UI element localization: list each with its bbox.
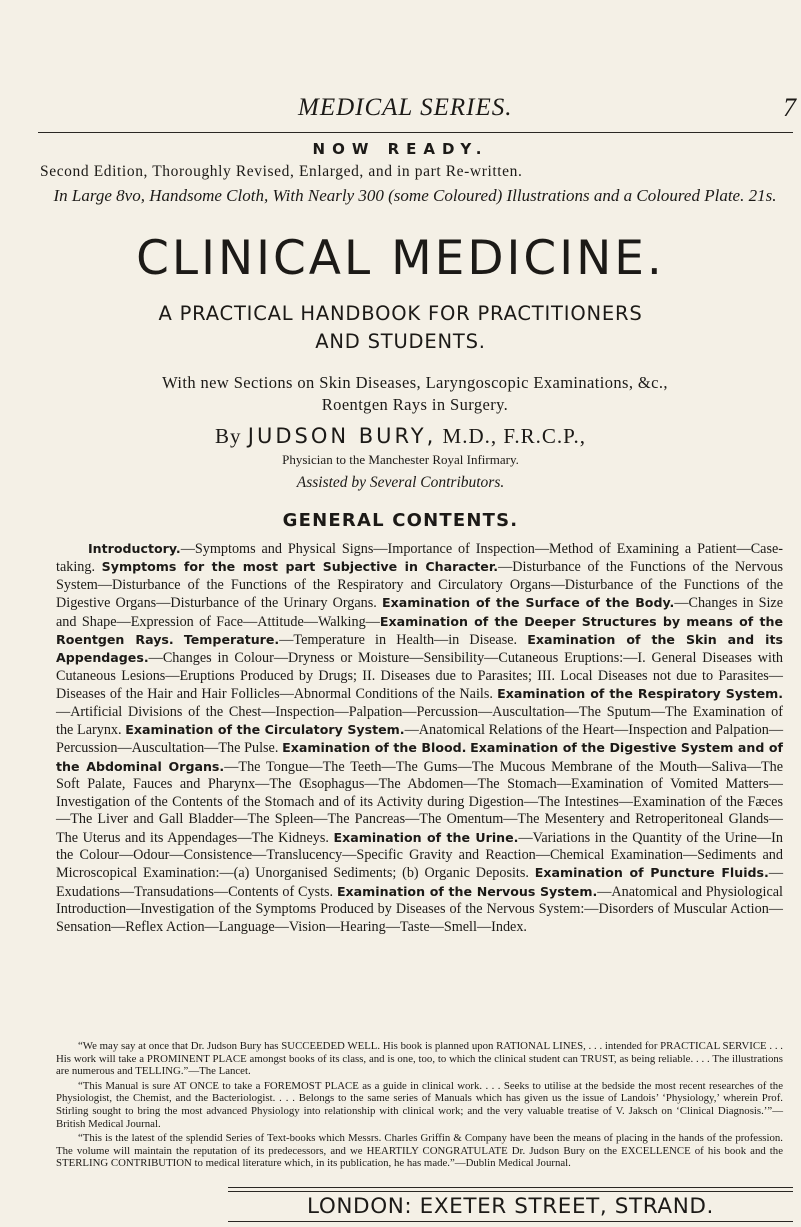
section-text: —Temperature in Health—in Disease. [279, 632, 518, 649]
section-heading: Examination of the Blood. [282, 740, 467, 756]
contents-body [56, 540, 783, 936]
section-text: —Anatomical Relations of the Heart—Inspection and Palpation—Percussion—Auscultation—The Pulse. [56, 722, 784, 757]
section-text: —Variations in the Quantity of the Urine—In the Colour—Odour—Consistence—Translucency—Specific Gravity and Reaction—Chemical Examination—Sediments and Microscopical Examination:—(a) Unorganised Sediments; (b) Organic Deposits. [56, 829, 783, 882]
author-affiliation: Physician to the Manchester Royal Infirmary. [282, 452, 519, 467]
imprint-rule [228, 1187, 793, 1188]
contents-paragraph [56, 540, 783, 936]
contents-heading: GENERAL CONTENTS. [282, 510, 519, 531]
section-heading: Examination of the Urine. [333, 829, 519, 845]
review-bmj: “This Manual is sure AT ONCE to take a FOREMOST PLACE as a guide in clinical work. . . . Seeks to utilise at the bedside the most recent researches of the Physiologist, the Chemist, and the Bacteriologist. . . . Belongs to the same series of Manuals which has given us the issue of Landois’ ‘Physiology,’ wherein Prof. Stirling sought to bring the most advanced Physiology into relationship with clinical work; and the very valuable treatise of V. Jaksch on ‘Clinical Diagnosis.’”—British Medical Journal. [56, 1079, 783, 1130]
section-heading: Examination of the Respiratory System. [497, 686, 784, 702]
edition-line: Second Edition, Thoroughly Revised, Enlarged, and in part Re-written. [40, 163, 523, 180]
by-label: By [215, 424, 242, 448]
section-text: —Artificial Divisions of the Chest—Inspection—Palpation—Percussion—Auscultation—The Sputum—The Examination of the Larynx. [56, 703, 783, 739]
section-heading: Introductory. [88, 541, 181, 556]
availability-status: NOW READY. [312, 140, 489, 158]
section-text: —The Tongue—The Teeth—The Gums—The Mucous Membrane of the Mouth—Saliva—The Soft Palate, Fauces and Pharynx—The Œsophagus—The Abdomen—The Stomach—Examination of Vomited Matters—Investigation of the Contents of the Stomach and of its Activity during Digestion—The Intestines—Examination of the Fæces—The Liver and Gall Bladder—The Spleen—The Pancreas—The Omentum—The Mesentery and Retroperitoneal Glands—The Uterus and its Appendages—The Kidneys. [56, 758, 783, 846]
review-dublin: “This is the latest of the splendid Series of Text-books which Messrs. Charles Griffin & Company have been the means of placing in the hands of the profession. The volume will maintain the reputation of its predecessors, and we HEARTILY CONGRATULATE Dr. Judson Bury on the EXCELLENCE of his book and the STERLING CONTRIBUTION to medical literature which, in its publication, he has made.”—Dublin Medical Journal. [56, 1132, 783, 1170]
section-heading: Examination of the Skin and its Appendages. [56, 632, 783, 666]
section-heading: Examination of the Nervous System. [336, 883, 598, 899]
section-text: —Exudations—Transudations—Contents of Cysts. [56, 865, 784, 900]
sections-line: Roentgen Rays in Surgery. [321, 395, 509, 414]
book-title: CLINICAL MEDICINE. [136, 231, 665, 286]
header-rule [38, 132, 793, 133]
section-text: —Symptoms and Physical Signs—Importance of Inspection—Method of Examining a Patient—Case-taking. [56, 541, 783, 576]
contributors-note: Assisted by Several Contributors. [296, 474, 505, 491]
section-heading: Examination of Puncture Fluids. [534, 865, 769, 881]
new-sections-note [45, 372, 785, 416]
section-text: —Disturbance of the Functions of the Nervous System—Disturbance of the Functions of the Respiratory and Circulatory Organs—Disturbance of the Functions of the Digestive Organs—Disturbance of the Urinary Organs. [56, 559, 784, 612]
running-head: MEDICAL SERIES. [298, 94, 513, 121]
section-text: —Changes in Colour—Dryness or Moisture—Sensibility—Cutaneous Eruptions:—I. General Diseases with Cutaneous Lesions—Eruptions Produced by Drugs; II. Diseases due to Parasites; III. Local Diseases not due to Parasites—Diseases of the Hair and Hair Follicles—Abnormal Conditions of the Nails. [56, 650, 783, 703]
section-heading: Symptoms for the most part Subjective in Character. [101, 559, 499, 575]
section-text: —Anatomical and Physiological Introduction—Investigation of the Symptoms Produced by Diseases of the Nervous System:—Disorders of Muscular Action—Sensation—Reflex Action—Language—Vision—Hearing—Taste—Smell—Index. [56, 883, 783, 935]
imprint-rule [228, 1191, 793, 1192]
page-number: 7 [783, 93, 796, 122]
author-name: JUDSON BURY, [247, 424, 437, 448]
imprint-rule [228, 1221, 793, 1222]
subtitle-line: A PRACTICAL HANDBOOK FOR PRACTITIONERS [158, 302, 643, 325]
press-reviews [56, 1040, 783, 1172]
format-line: In Large 8vo, Handsome Cloth, With Nearly 300 (some Coloured) Illustrations and a Coloured Plate. 21s. [53, 186, 777, 205]
section-heading: Examination of the Surface of the Body. [381, 595, 675, 611]
section-text: —Changes in Size and Shape—Expression of Face—Attitude—Walking— [56, 595, 784, 630]
section-heading: Temperature. [183, 632, 280, 648]
author-degrees: M.D., F.R.C.P., [442, 424, 586, 448]
publisher-imprint: LONDON: EXETER STREET, STRAND. [307, 1194, 714, 1219]
review-lancet: “We may say at once that Dr. Judson Bury has SUCCEEDED WELL. His book is planned upon RATIONAL LINES, . . . intended for PRACTICAL SERVICE . . . His work will take a PROMINENT PLACE amongst books of its class, and is one, too, to which the clinical student can TRUST, as being reliable. . . . The illustrations are numerous and TELLING.”—The Lancet. [56, 1040, 783, 1078]
section-heading: Examination of the Circulatory System. [125, 722, 405, 738]
subtitle-line: AND STUDENTS. [315, 330, 486, 353]
author-byline [0, 424, 801, 449]
section-heading: Examination of the Digestive System and of the Abdominal Organs. [56, 740, 784, 774]
section-heading: Examination of the Deeper Structures by means of the Roentgen Rays. [56, 613, 783, 648]
book-subtitle [0, 300, 801, 356]
sections-line: With new Sections on Skin Diseases, Laryngoscopic Examinations, &c., [162, 373, 668, 392]
